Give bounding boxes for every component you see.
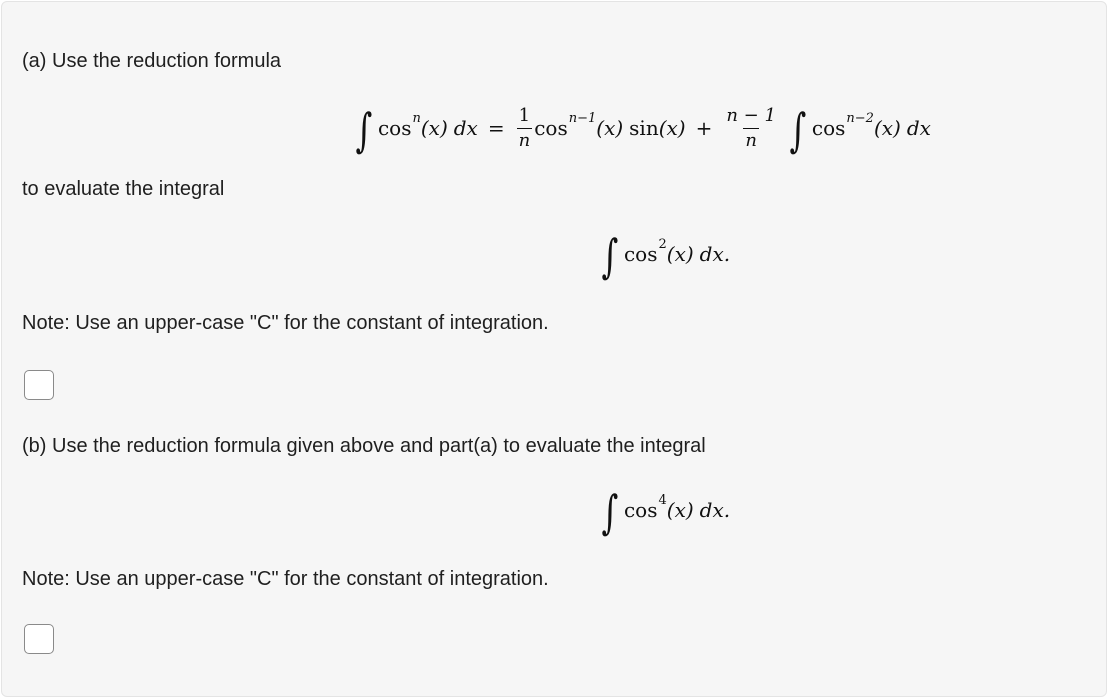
integral-sign: ∫ (789, 103, 807, 157)
integral-sign: ∫ (601, 485, 619, 539)
integral-cos-squared: ∫ cos 2 (x) dx. (601, 229, 731, 283)
part-b-note: Note: Use an upper-case "C" for the constant of integration. (22, 568, 549, 590)
part-a-answer-input[interactable] (24, 370, 54, 400)
part-b-instruction: (b) Use the reduction formula given above and part(a) to evaluate the integral (22, 435, 706, 457)
reduction-formula: ∫ cos n (x) dx = $\frac{1}{n}$ cos n−1 (x) sin (x) + $\frac{n - 1}{n}$ ∫ cos n−2 (x) dx (355, 103, 931, 157)
evaluate-text: to evaluate the integral (22, 178, 225, 200)
part-a-instruction: (a) Use the reduction formula (22, 50, 282, 72)
fraction-n-minus-1-over-n: $\frac{n - 1}{n}$ (726, 104, 776, 151)
part-a-note: Note: Use an upper-case "C" for the constant of integration. (22, 312, 549, 334)
integral-cos-fourth: ∫ cos 4 (x) dx. (601, 485, 731, 539)
integral-sign: ∫ (355, 103, 373, 157)
part-b-answer-input[interactable] (24, 624, 54, 654)
integral-sign: ∫ (601, 229, 619, 283)
question-panel (1, 1, 1107, 697)
fraction-one-over-n: $\frac{1}{n}$ (518, 104, 531, 151)
